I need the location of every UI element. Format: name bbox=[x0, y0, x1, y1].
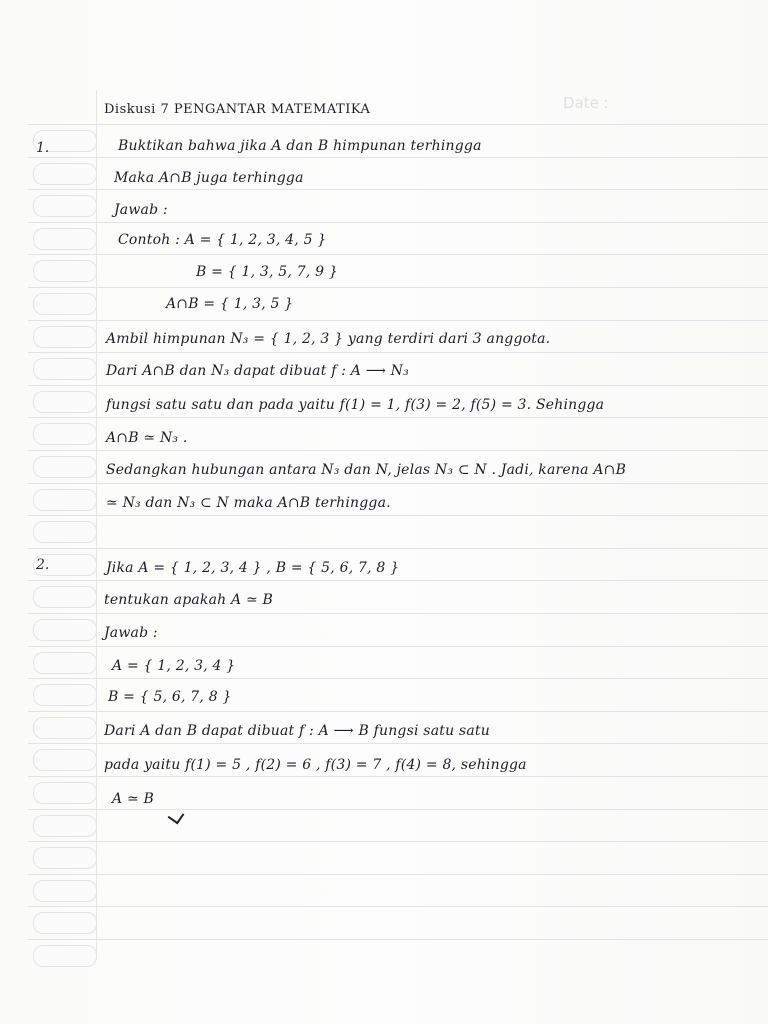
ruled-line bbox=[28, 287, 768, 288]
page-title: Diskusi 7 PENGANTAR MATEMATIKA bbox=[104, 102, 371, 117]
ruled-line bbox=[28, 385, 768, 386]
binder-hole bbox=[33, 684, 97, 706]
binder-hole bbox=[33, 717, 97, 739]
q2-line-3: Jawab : bbox=[104, 625, 158, 641]
ruled-line bbox=[28, 874, 768, 875]
binder-hole bbox=[33, 912, 97, 934]
ruled-line bbox=[28, 711, 768, 712]
ruled-line bbox=[28, 352, 768, 353]
binder-hole bbox=[33, 423, 97, 445]
q2-line-6: Dari A dan B dapat dibuat f : A ⟶ B fungsi satu satu bbox=[104, 723, 490, 739]
q1-line-5: B = { 1, 3, 5, 7, 9 } bbox=[196, 264, 338, 280]
checkmark-icon bbox=[168, 808, 185, 825]
q2-line-4: A = { 1, 2, 3, 4 } bbox=[112, 658, 236, 674]
ruled-line bbox=[28, 254, 768, 255]
binder-hole bbox=[33, 228, 97, 250]
binder-hole bbox=[33, 619, 97, 641]
ruled-line bbox=[28, 776, 768, 777]
binder-hole bbox=[33, 749, 97, 771]
binder-hole bbox=[33, 782, 97, 804]
q1-line-3: Jawab : bbox=[114, 202, 168, 218]
ruled-line bbox=[28, 124, 768, 125]
binder-hole bbox=[33, 652, 97, 674]
binder-hole bbox=[33, 293, 97, 315]
binder-hole bbox=[33, 945, 97, 967]
ruled-line bbox=[28, 613, 768, 614]
ruled-line bbox=[28, 809, 768, 810]
binder-hole bbox=[33, 880, 97, 902]
q1-line-1: Buktikan bahwa jika A dan B himpunan terhingga bbox=[118, 138, 482, 154]
ruled-line bbox=[28, 222, 768, 223]
binder-hole bbox=[33, 847, 97, 869]
q2-line-7: pada yaitu f(1) = 5 , f(2) = 6 , f(3) = 7 , f(4) = 8, sehingga bbox=[104, 757, 527, 773]
ruled-line bbox=[28, 580, 768, 581]
q1-line-12: ≃ N₃ dan N₃ ⊂ N maka A∩B terhingga. bbox=[106, 495, 391, 511]
ruled-line bbox=[28, 906, 768, 907]
binder-hole bbox=[33, 521, 97, 543]
q2-line-8: A ≃ B bbox=[112, 791, 155, 807]
ruled-line bbox=[28, 417, 768, 418]
ruled-line bbox=[28, 157, 768, 158]
ruled-line bbox=[28, 646, 768, 647]
q1-line-2: Maka A∩B juga terhingga bbox=[114, 170, 304, 186]
binder-hole bbox=[33, 163, 97, 185]
binder-hole bbox=[33, 326, 97, 348]
binder-hole bbox=[33, 195, 97, 217]
ruled-line bbox=[28, 320, 768, 321]
binder-hole bbox=[33, 391, 97, 413]
q1-line-7: Ambil himpunan N₃ = { 1, 2, 3 } yang terdiri dari 3 anggota. bbox=[106, 331, 551, 347]
q1-line-9: fungsi satu satu dan pada yaitu f(1) = 1, f(3) = 2, f(5) = 3. Sehingga bbox=[106, 397, 605, 413]
q2-line-2: tentukan apakah A ≃ B bbox=[104, 592, 274, 608]
q1-line-6: A∩B = { 1, 3, 5 } bbox=[166, 296, 294, 312]
q2-line-1: Jika A = { 1, 2, 3, 4 } , B = { 5, 6, 7, 8 } bbox=[106, 560, 400, 576]
ruled-line bbox=[28, 515, 768, 516]
date-label: Date : bbox=[563, 94, 609, 112]
q1-line-10: A∩B ≃ N₃ . bbox=[106, 430, 188, 446]
binder-hole bbox=[33, 260, 97, 282]
q1-line-8: Dari A∩B dan N₃ dapat dibuat f : A ⟶ N₃ bbox=[106, 363, 409, 379]
ruled-line bbox=[28, 189, 768, 190]
ruled-line bbox=[28, 743, 768, 744]
ruled-line bbox=[28, 450, 768, 451]
binder-hole bbox=[33, 358, 97, 380]
binder-hole bbox=[33, 586, 97, 608]
q1-line-4: Contoh : A = { 1, 2, 3, 4, 5 } bbox=[118, 232, 327, 248]
binder-hole bbox=[33, 456, 97, 478]
binder-hole bbox=[33, 815, 97, 837]
ruled-line bbox=[28, 548, 768, 549]
question-number-1: 1. bbox=[36, 140, 50, 156]
ruled-line bbox=[28, 841, 768, 842]
ruled-line bbox=[28, 483, 768, 484]
q2-line-5: B = { 5, 6, 7, 8 } bbox=[108, 689, 232, 705]
binder-hole bbox=[33, 489, 97, 511]
question-number-2: 2. bbox=[36, 557, 50, 573]
ruled-line bbox=[28, 939, 768, 940]
ruled-line bbox=[28, 678, 768, 679]
q1-line-11: Sedangkan hubungan antara N₃ dan N, jelas N₃ ⊂ N . Jadi, karena A∩B bbox=[106, 462, 627, 478]
